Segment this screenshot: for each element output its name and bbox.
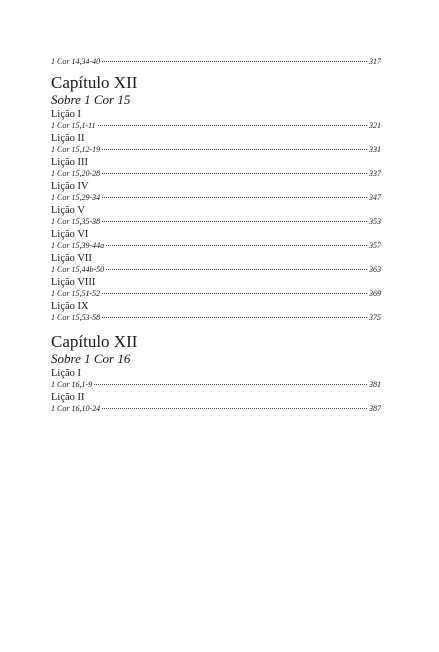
- dot-leader: [102, 61, 367, 62]
- lesson-title: Lição VIII: [51, 277, 96, 288]
- chapter-title: Capítulo XII: [51, 73, 138, 92]
- entry-page-number: 387: [369, 404, 381, 413]
- toc-entry[interactable]: [51, 380, 381, 390]
- lesson-title: Lição III: [51, 157, 89, 168]
- toc-entry[interactable]: [51, 265, 381, 275]
- toc-entry[interactable]: [51, 145, 381, 155]
- toc-entry[interactable]: [51, 121, 381, 131]
- lesson-title: Lição II: [51, 133, 85, 144]
- entry-reference: 1 Cor 15,44b-50: [51, 265, 105, 274]
- dot-leader: [102, 173, 367, 174]
- chapter-block: [51, 333, 381, 414]
- entry-reference: 1 Cor 15,20-28: [51, 169, 101, 178]
- dot-leader: [102, 221, 367, 222]
- dot-leader: [106, 269, 367, 270]
- chapter-subtitle: Sobre 1 Cor 16: [51, 351, 131, 366]
- lesson-title: Lição IX: [51, 301, 89, 312]
- toc-entry[interactable]: [51, 241, 381, 251]
- toc-entry[interactable]: [51, 404, 381, 414]
- entry-reference: 1 Cor 16,10-24: [51, 404, 101, 413]
- dot-leader: [102, 149, 367, 150]
- entry-page-number: 357: [369, 241, 381, 250]
- lesson-title: Lição I: [51, 109, 82, 120]
- dot-leader: [98, 125, 367, 126]
- entry-page-number: 321: [369, 121, 381, 130]
- toc-entry[interactable]: [51, 289, 381, 299]
- entry-page-number: 317: [369, 57, 381, 66]
- dot-leader: [94, 384, 367, 385]
- lesson-title: Lição VI: [51, 229, 89, 240]
- entry-reference: 1 Cor 16,1-9: [51, 380, 93, 389]
- toc-entry[interactable]: [51, 169, 381, 179]
- entry-reference: 1 Cor 15,53-58: [51, 313, 101, 322]
- lesson-title: Lição V: [51, 205, 85, 216]
- lesson-title: Lição I: [51, 368, 82, 379]
- entry-reference: 1 Cor 15,51-52: [51, 289, 101, 298]
- entry-page-number: 331: [369, 145, 381, 154]
- entry-reference: 1 Cor 15,35-38: [51, 217, 101, 226]
- entry-page-number: 363: [369, 265, 381, 274]
- entry-reference: 1 Cor 14,34-40: [51, 57, 101, 66]
- toc-entry[interactable]: [51, 193, 381, 203]
- toc-entry[interactable]: [51, 217, 381, 227]
- entry-page-number: 337: [369, 169, 381, 178]
- dot-leader: [102, 408, 367, 409]
- dot-leader: [102, 317, 367, 318]
- chapter-title: Capítulo XII: [51, 332, 138, 351]
- toc-entry[interactable]: [51, 57, 381, 67]
- toc-entry[interactable]: [51, 313, 381, 323]
- dot-leader: [106, 245, 367, 246]
- entry-page-number: 353: [369, 217, 381, 226]
- lesson-title: Lição VII: [51, 253, 92, 264]
- chapter-block: [51, 74, 381, 323]
- entry-reference: 1 Cor 15,39-44a: [51, 241, 105, 250]
- entry-page-number: 347: [369, 193, 381, 202]
- entry-reference: 1 Cor 15,12-19: [51, 145, 101, 154]
- entry-reference: 1 Cor 15,29-34: [51, 193, 101, 202]
- dot-leader: [102, 197, 367, 198]
- dot-leader: [102, 293, 367, 294]
- chapter-subtitle: Sobre 1 Cor 15: [51, 92, 131, 107]
- lesson-title: Lição II: [51, 392, 85, 403]
- entry-page-number: 381: [369, 380, 381, 389]
- entry-page-number: 369: [369, 289, 381, 298]
- lesson-title: Lição IV: [51, 181, 89, 192]
- entry-reference: 1 Cor 15,1-11: [51, 121, 96, 130]
- entry-page-number: 375: [369, 313, 381, 322]
- table-of-contents: [51, 57, 381, 414]
